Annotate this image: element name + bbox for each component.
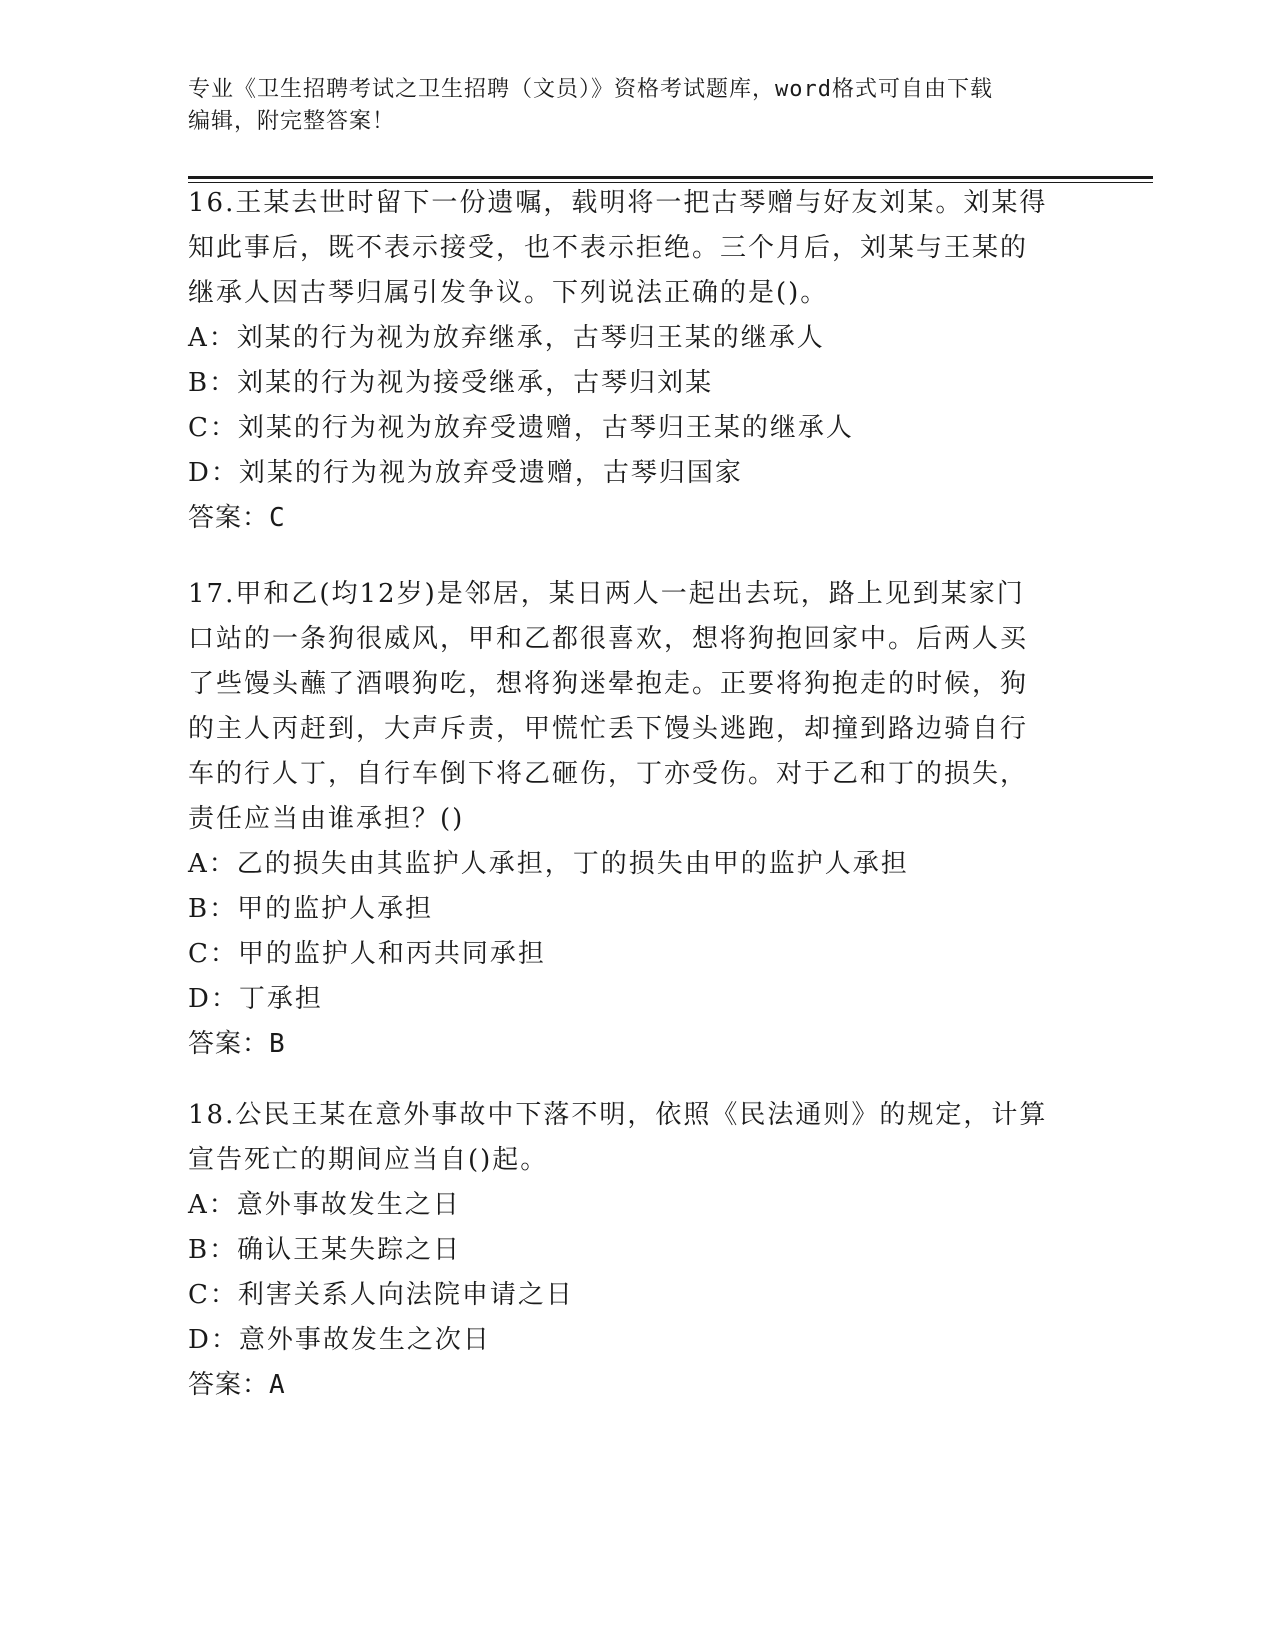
question-line: 口站的一条狗很威风，甲和乙都很喜欢，想将狗抱回家中。后两人买 xyxy=(188,624,1029,654)
answer-line: 答案：A xyxy=(188,1370,286,1400)
answer-line: 答案：C xyxy=(188,503,286,533)
question-text xyxy=(188,1093,1088,1183)
option-c: C：刘某的行为视为放弃受遗赠，古琴归王某的继承人 xyxy=(188,413,854,443)
question-text xyxy=(188,181,1088,316)
header-divider-thick xyxy=(188,176,1153,179)
question-line: 18.公民王某在意外事故中下落不明，依照《民法通则》的规定，计算 xyxy=(188,1100,1048,1130)
question-line: 车的行人丁，自行车倒下将乙砸伤，丁亦受伤。对于乙和丁的损失， xyxy=(188,759,1029,789)
question-16 xyxy=(188,181,1088,541)
option-a: A：刘某的行为视为放弃继承，古琴归王某的继承人 xyxy=(188,323,825,353)
question-line: 继承人因古琴归属引发争议。下列说法正确的是()。 xyxy=(188,278,829,308)
question-line: 知此事后，既不表示接受，也不表示拒绝。三个月后，刘某与王某的 xyxy=(188,233,1029,263)
question-18 xyxy=(188,1093,1088,1408)
option-b: B：甲的监护人承担 xyxy=(188,894,434,924)
question-line: 的主人丙赶到，大声斥责，甲慌忙丢下馒头逃跑，却撞到路边骑自行 xyxy=(188,714,1029,744)
question-line: 了些馒头蘸了酒喂狗吃，想将狗迷晕抱走。正要将狗抱走的时候，狗 xyxy=(188,669,1029,699)
option-d: D：刘某的行为视为放弃受遗赠，古琴归国家 xyxy=(188,458,743,488)
option-a: A：意外事故发生之日 xyxy=(188,1190,461,1220)
question-line: 宣告死亡的期间应当自()起。 xyxy=(188,1145,549,1175)
answer-line: 答案：B xyxy=(188,1029,286,1059)
header-line-1: 专业《卫生招聘考试之卫生招聘（文员）》资格考试题库，word格式可自由下载 xyxy=(188,77,993,102)
option-d: D：丁承担 xyxy=(188,984,323,1014)
header-line-2: 编辑，附完整答案！ xyxy=(188,109,396,134)
option-a: A：乙的损失由其监护人承担，丁的损失由甲的监护人承担 xyxy=(188,849,909,879)
option-c: C：甲的监护人和丙共同承担 xyxy=(188,939,546,969)
option-c: C：利害关系人向法院申请之日 xyxy=(188,1280,574,1310)
question-17 xyxy=(188,572,1088,1067)
question-line: 责任应当由谁承担？() xyxy=(188,804,465,834)
document-header xyxy=(188,74,1088,138)
option-b: B：确认王某失踪之日 xyxy=(188,1235,462,1265)
option-b: B：刘某的行为视为接受继承，古琴归刘某 xyxy=(188,368,714,398)
question-line: 17.甲和乙(均12岁)是邻居，某日两人一起出去玩，路上见到某家门 xyxy=(188,579,1025,609)
question-text xyxy=(188,572,1088,842)
question-line: 16.王某去世时留下一份遗嘱，载明将一把古琴赠与好友刘某。刘某得 xyxy=(188,188,1048,218)
option-d: D：意外事故发生之次日 xyxy=(188,1325,491,1355)
